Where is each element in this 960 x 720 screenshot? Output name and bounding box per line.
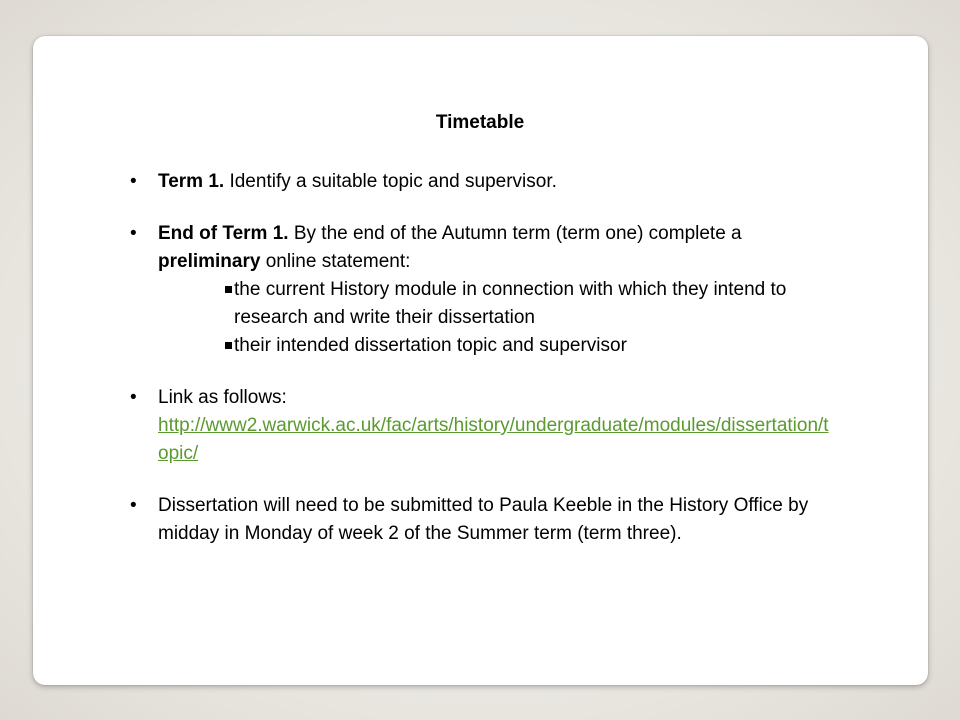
sub-item-topic — [225, 332, 830, 360]
bullet-item-end-of-term1 — [130, 220, 830, 360]
bullet-list — [130, 168, 830, 572]
sub-item-module-text: the current History module in connection with which they intend to research and write their dissertation — [234, 279, 787, 328]
bullet-item-term1 — [130, 168, 830, 196]
end-term1-text-a: By the end of the Autumn term (term one) complete a — [288, 223, 742, 244]
submission-text: Dissertation will need to be submitted to Paula Keeble in the History Office by midday in Monday of week 2 of the Summer term (term three). — [158, 495, 809, 544]
bullet-item-link — [130, 384, 830, 468]
square-bullet-icon — [225, 286, 232, 293]
link-intro-text: Link as follows: — [158, 387, 287, 408]
term1-text: Identify a suitable topic and supervisor. — [224, 171, 557, 192]
sub-item-module — [225, 276, 830, 332]
preliminary-emphasis: preliminary — [158, 251, 261, 272]
square-bullet-icon — [225, 342, 232, 349]
slide-title: Timetable — [435, 112, 525, 133]
bullet-item-submission — [130, 492, 830, 548]
end-term1-label: End of Term 1. — [158, 223, 289, 244]
sub-item-topic-text: their intended dissertation topic and supervisor — [234, 335, 627, 356]
end-term1-text-b: online statement: — [260, 251, 411, 272]
term1-label: Term 1. — [158, 171, 225, 192]
sub-list — [225, 276, 830, 360]
dissertation-topic-link[interactable]: http://www2.warwick.ac.uk/fac/arts/history/undergraduate/modules/dissertation/topic/ — [158, 415, 829, 464]
